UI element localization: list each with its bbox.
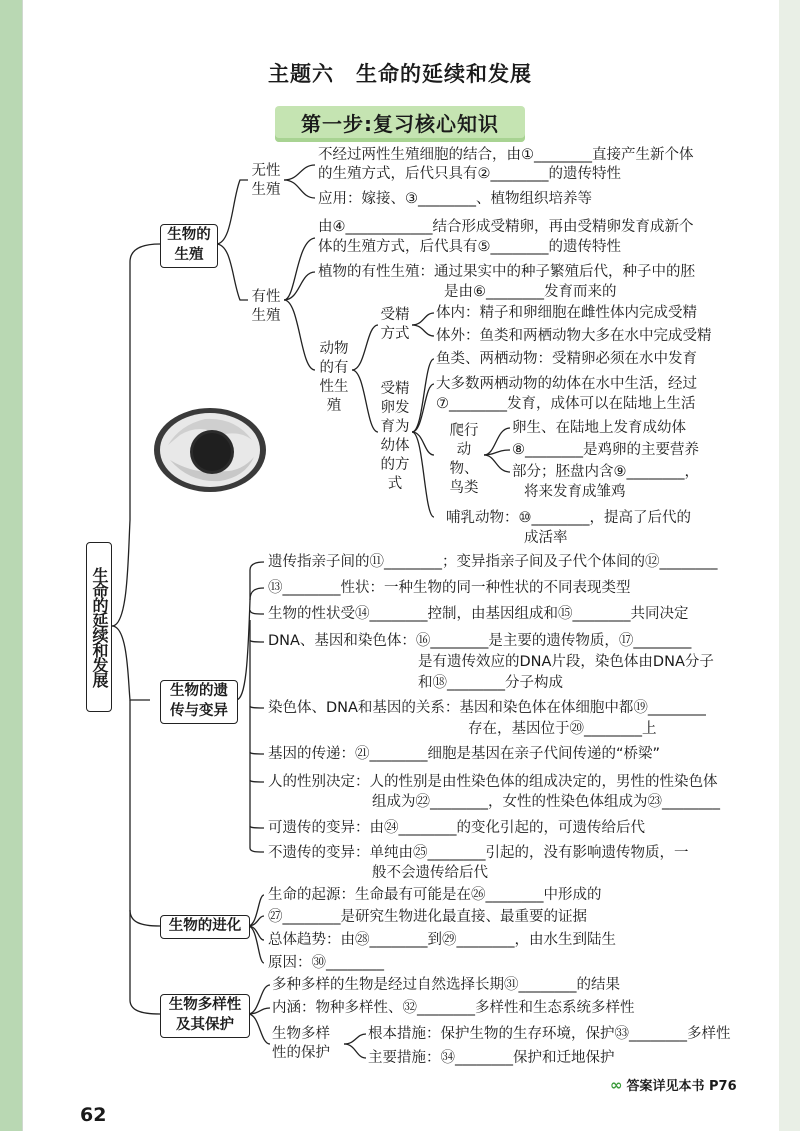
node-diversity: 生物多样性 及其保护 bbox=[160, 994, 250, 1038]
egg-icon bbox=[150, 405, 270, 499]
heredity-1: 遗传指亲子间的⑪________；变异指亲子间及子代个体间的⑫________ bbox=[268, 554, 718, 570]
answer-note bbox=[610, 1075, 737, 1094]
heredity-7-2: 组成为㉒________，女性的性染色体组成为㉓________ bbox=[372, 794, 720, 810]
node-reproduction: 生物的 生殖 bbox=[160, 224, 218, 268]
answer-note-text: 答案详见本书 P76 bbox=[626, 1079, 737, 1094]
heredity-8: 可遗传的变异：由㉔________的变化引起的，可遗传给后代 bbox=[268, 820, 645, 836]
heredity-5-2: 存在，基因位于⑳________上 bbox=[468, 721, 657, 737]
reptile-4: 将来发育成雏鸡 bbox=[524, 484, 626, 500]
mammal-2: 成活率 bbox=[524, 530, 568, 546]
reptile-1: 卵生、在陆地上发育成幼体 bbox=[512, 420, 686, 436]
development-amphibian-1: 大多数两栖动物的幼体在水中生活，经过 bbox=[436, 376, 697, 392]
diversity-1: 多种多样的生物是经过自然选择长期㉛________的结果 bbox=[272, 977, 620, 993]
asexual-application: 应用：嫁接、③________、植物组织培养等 bbox=[318, 191, 592, 207]
fertilization-internal: 体内：精子和卵细胞在雌性体内完成受精 bbox=[436, 305, 697, 321]
asexual-label: 无性 生殖 bbox=[251, 163, 281, 198]
reptile-2: ⑧________是鸡卵的主要营养 bbox=[512, 442, 699, 458]
sexual-def-2: 体的生殖方式，后代具有⑤________的遗传特性 bbox=[318, 239, 621, 255]
fertilization-external: 体外：鱼类和两栖动物大多在水中完成受精 bbox=[436, 328, 712, 344]
node-heredity: 生物的遗 传与变异 bbox=[160, 680, 238, 724]
heredity-7-1: 人的性别决定：人的性别是由性染色体的组成决定的，男性的性染色体 bbox=[268, 774, 718, 790]
heredity-6: 基因的传递：㉑________细胞是基因在亲子代间传递的“桥梁” bbox=[268, 746, 661, 762]
protection-label: 生物多样 性的保护 bbox=[272, 1026, 330, 1061]
link-icon: ∞ bbox=[610, 1076, 623, 1094]
asexual-def-2: 的生殖方式，后代只具有②________的遗传特性 bbox=[318, 166, 621, 182]
fertilization-label: 受精 方式 bbox=[380, 307, 410, 342]
development-label: 受精 卵发 育为 幼体 的方 式 bbox=[380, 381, 410, 492]
heredity-2: ⑬________性状：一种生物的同一种性状的不同表现类型 bbox=[268, 580, 631, 596]
development-fish: 鱼类、两栖动物：受精卵必须在水中发育 bbox=[436, 351, 697, 367]
evolution-1: 生命的起源：生命最有可能是在㉖________中形成的 bbox=[268, 887, 602, 903]
reptile-3: 部分；胚盘内含⑨________， bbox=[512, 464, 699, 480]
animal-sexual-label: 动物 的有 性生 殖 bbox=[319, 341, 349, 414]
heredity-4-1: DNA、基因和染色体：⑯________是主要的遗传物质，⑰________ bbox=[268, 633, 692, 649]
evolution-4: 原因：㉚________ bbox=[268, 955, 384, 971]
diversity-2: 内涵：物种多样性、㉜________多样性和生态系统多样性 bbox=[272, 1000, 635, 1016]
page-number: 62 bbox=[80, 1104, 107, 1126]
heredity-3: 生物的性状受⑭________控制，由基因组成和⑮________共同决定 bbox=[268, 606, 689, 622]
heredity-4-2: 是有遗传效应的DNA片段，染色体由DNA分子 bbox=[418, 654, 714, 670]
root-node: 生命的延续和发展 bbox=[86, 542, 112, 712]
development-amphibian-2: ⑦________发育，成体可以在陆地上生活 bbox=[436, 396, 696, 412]
plant-reproduction-2: 是由⑥________发育而来的 bbox=[444, 284, 617, 300]
sexual-def-1: 由④____________结合形成受精卵，再由受精卵发育成新个 bbox=[318, 219, 694, 235]
node-evolution: 生物的进化 bbox=[160, 915, 250, 939]
page-title: 主题六 生命的延续和发展 bbox=[268, 62, 532, 86]
heredity-4-3: 和⑱________分子构成 bbox=[418, 675, 563, 691]
diversity-4: 主要措施：㉞________保护和迁地保护 bbox=[368, 1050, 615, 1066]
sexual-label: 有性 生殖 bbox=[251, 289, 281, 324]
step-banner bbox=[275, 106, 525, 142]
plant-reproduction-1: 植物的有性生殖：通过果实中的种子繁殖后代，种子中的胚 bbox=[318, 264, 695, 280]
heredity-9-1: 不遗传的变异：单纯由㉕________引起的，没有影响遗传物质，一 bbox=[268, 845, 689, 861]
diversity-3: 根本措施：保护生物的生存环境，保护㉝________多样性 bbox=[368, 1026, 731, 1042]
evolution-3: 总体趋势：由㉘________到㉙________，由水生到陆生 bbox=[268, 932, 616, 948]
mammal-1: 哺乳动物：⑩________，提高了后代的 bbox=[446, 510, 691, 526]
evolution-2: ㉗________是研究生物进化最直接、最重要的证据 bbox=[268, 909, 587, 925]
heredity-9-2: 般不会遗传给后代 bbox=[372, 865, 488, 881]
asexual-def-1: 不经过两性生殖细胞的结合，由①________直接产生新个体 bbox=[318, 147, 694, 163]
heredity-5-1: 染色体、DNA和基因的关系：基因和染色体在体细胞中都⑲________ bbox=[268, 700, 706, 716]
reptile-bird-label: 爬行 动物、 鸟类 bbox=[449, 423, 479, 496]
step-banner-label: 第一步:复习核心知识 bbox=[301, 112, 499, 136]
